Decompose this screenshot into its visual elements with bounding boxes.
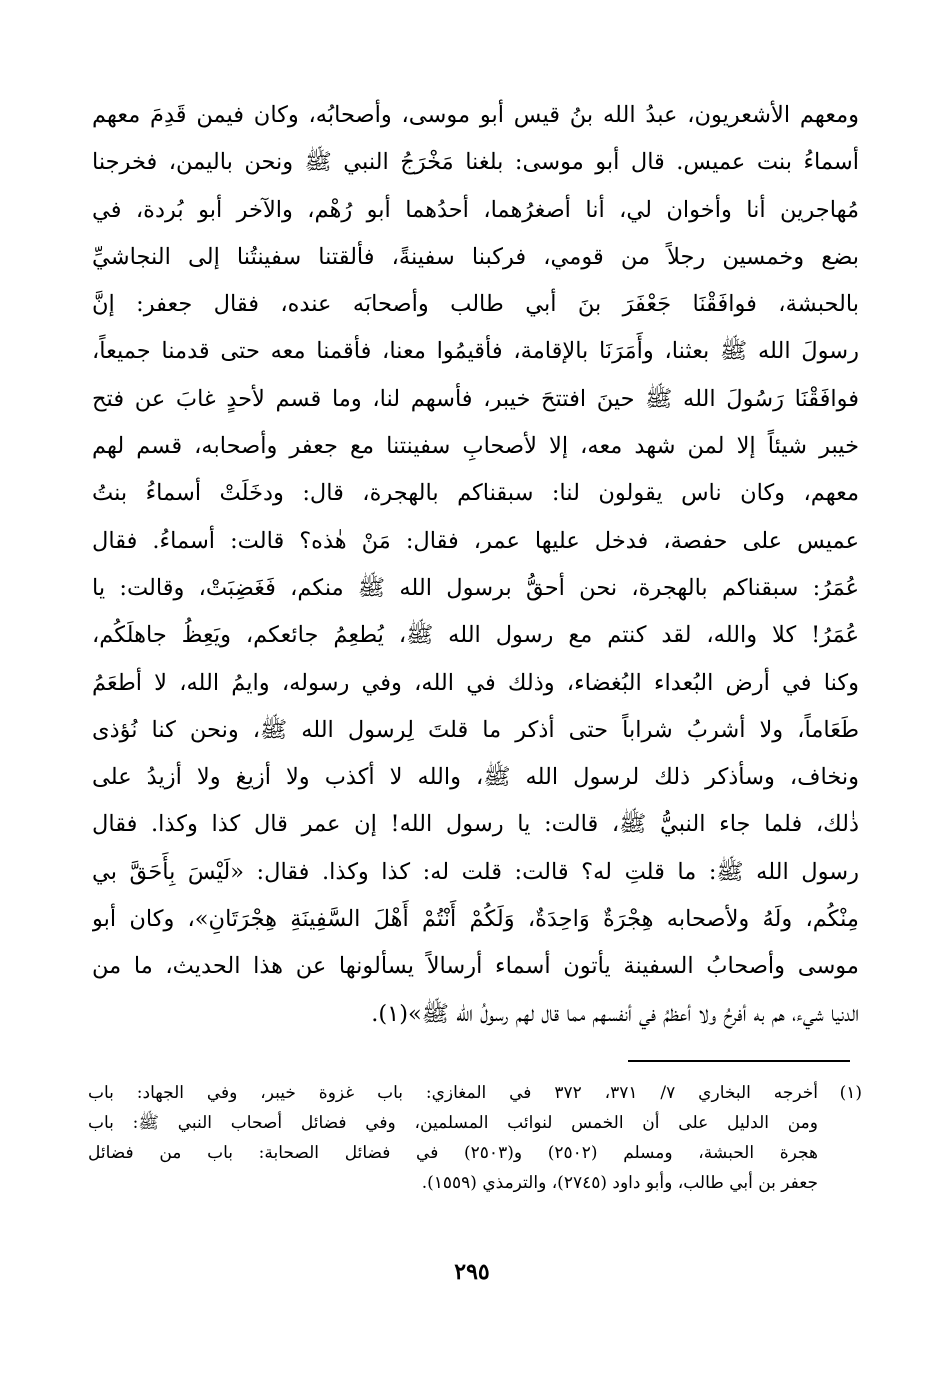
text-line: ذٰلك، فلما جاء النبيُّ ﷺ، قالت: يا رسول الله! إن عمر قال كذا وكذا. فقال: [92, 811, 859, 838]
text-line: وكنا في أرض البُعداء البُغضاء، وذلك في الله، وفي رسوله، وايمُ الله، لا أطعَمُ: [92, 669, 859, 696]
text-line: عميس على حفصة، فدخل عليها عمر، فقال: مَنْ هٰذه؟ قالت: أسماءُ. فقال: [92, 527, 859, 554]
text-line: ونخاف، وسأذكر ذلك لرسول الله ﷺ، والله لا أكذب ولا أزيغ ولا أزيدُ على: [92, 764, 859, 791]
text-line: موسى وأصحابُ السفينة يأتون أسماء أرسالاً يسألونها عن هذا الحديث، ما من: [92, 953, 859, 980]
footnote-separator: [628, 1060, 850, 1062]
text-line: أسماءُ بنت عميس. قال أبو موسى: بلغنا مَخْرَجُ النبي ﷺ ونحن باليمن، فخرجنا: [92, 149, 859, 176]
page-number: ٢٩٥: [454, 1259, 490, 1285]
text-line: مِنْكُم، ولَهُ ولأصحابه هِجْرَةٌ وَاحِدَةٌ، وَلَكُمْ أَنْتُمْ أَهْلَ السَّفِينَةِ هِجْرَتَانِ»، وكان أبو: [92, 906, 859, 933]
main-text-body: [92, 92, 859, 1038]
footnote-line: جعفر بن أبي طالب، وأبو داود (٢٧٤٥)، والترمذي (١٥٥٩).: [421, 1173, 818, 1193]
text-line: فوافَقْنَا رَسُولَ الله ﷺ حينَ افتتحَ خيبر، فأسهم لنا، وما قسم لأحدٍ غابَ عن فتح: [92, 385, 859, 412]
text-line: رسولَ الله ﷺ بعثنا، وأَمَرَنَا بالإقامة، فأقيمُوا معنا، فأقمنا معه حتى قدمنا جميعاً،: [92, 338, 859, 365]
text-line: عُمَرُ: سبقناكم بالهجرة، نحن أحقُّ برسول الله ﷺ منكم، فَغَضِبَتْ، وقالت: يا: [92, 574, 859, 601]
text-line: خيبر شيئاً إلا لمن شهد معه، إلا لأصحابِ سفينتنا مع جعفر وأصحابه، قسم لهم: [92, 433, 859, 460]
footnotes: [88, 1078, 862, 1198]
text-line: مُهاجرين أنا وأخوان لي، أنا أصغرُهما، أحدُهما أبو رُهْم، والآخر أبو بُردة، في: [92, 196, 859, 223]
text-line: رسول الله ﷺ: ما قلتِ له؟ قالت: قلت له: كذا وكذا. فقال: «لَيْسَ بِأَحَقَّ بي: [92, 858, 859, 885]
footnote-line: [88, 1078, 862, 1108]
text-line: معهم، وكان ناس يقولون لنا: سبقناكم بالهجرة، قال: ودخَلَتْ أسماءُ بنتُ: [92, 480, 859, 507]
text-line: بضع وخمسين رجلاً من قومي، فركبنا سفينةً، فألقتنا سفينتُنا إلى النجاشيِّ: [92, 243, 859, 270]
footnote-text: أخرجه البخاري ٧/ ٣٧١، ٣٧٢ في المغازي: باب غزوة خيبر، وفي الجهاد: باب: [88, 1083, 819, 1103]
footnote-marker: (١): [839, 1083, 862, 1103]
text-line: ومعهم الأشعريون، عبدُ الله بنُ قيس أبو موسى، وأصحابُه، وكان فيمن قَدِمَ معهم: [92, 102, 859, 128]
text-line: بالحبشة، فوافَقْنَا جَعْفَرَ بنَ أبي طالب وأصحابَه عنده، فقال جعفر: إنَّ: [92, 291, 859, 318]
footnote-line: هجرة الحبشة، ومسلم (٢٥٠٢) و(٢٥٠٣) في فضائل الصحابة: باب من فضائل: [88, 1143, 818, 1163]
text-line: طَعَاماً، ولا أشربُ شراباً حتى أذكر ما قلتَ لِرسول الله ﷺ، ونحن كنا نُؤذى: [92, 716, 859, 743]
text-line: الدنيا شيء، هم به أفرحُ ولا أعظمُ في أنفسهم مما قال لهم رسولُ الله ﷺ»(١).: [371, 1000, 859, 1027]
footnote-line: ومن الدليل على أن الخمس لنوائب المسلمين، وفي فضائل أصحاب النبي ﷺ: باب: [88, 1113, 818, 1133]
text-line: عُمَرُ! كلا والله، لقد كنتم مع رسول الله ﷺ، يُطعِمُ جائعكم، ويَعِظُ جاهلَكُم،: [92, 622, 859, 649]
